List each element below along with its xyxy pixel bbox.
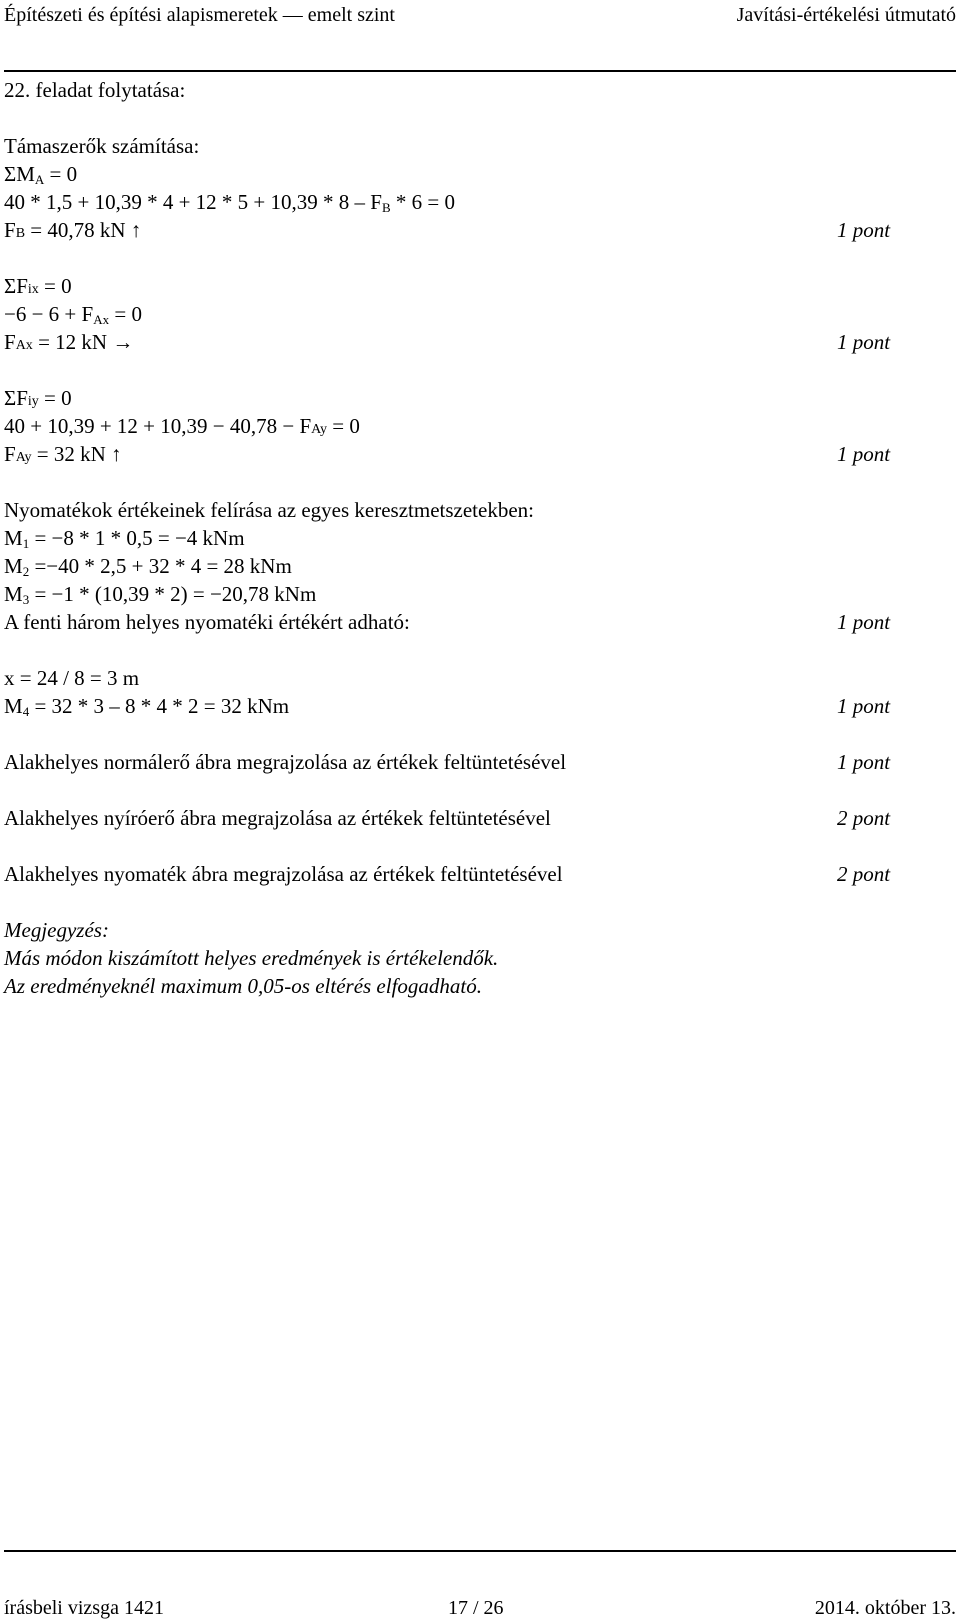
moment-diagram-text: Alakhelyes nyomaték ábra megrajzolása az értékek feltüntetésével (4, 862, 563, 886)
equation-fy-balance: 40 + 10,39 + 12 + 10,39 − 40,78 − FAy = 0 (4, 414, 360, 438)
footer-divider (4, 1550, 956, 1552)
shear-force-diagram-text: Alakhelyes nyíróerő ábra megrajzolása az értékek feltüntetésével (4, 806, 551, 830)
header-guide-title: Javítási-értékelési útmutató (736, 4, 956, 26)
points-three-moments: 1 pont (837, 610, 891, 634)
points-moment-diagram: 2 pont (837, 862, 891, 886)
equation-fay-result: FAy = 32 kN ↑ (4, 442, 122, 466)
equation-fax-result: FAx = 12 kN → (4, 330, 134, 354)
x-position-calc: x = 24 / 8 = 3 m (4, 666, 140, 690)
header-divider (4, 70, 956, 72)
moments-title: Nyomatékok értékeinek felírása az egyes keresztmetszetekben: (4, 498, 534, 522)
equation-moment-balance: $40 * 1,5 + 10,39 * 4 + 12 * 5 + 10,39 * 8 - F_B * 6 = 0$ (4, 190, 455, 215)
footer-date: 2014. október 13. (814, 1597, 956, 1619)
equation-fx-balance: $-6 - 6 + F_{Ax} = 0$ (4, 302, 142, 327)
points-m4: 1 pont (837, 694, 891, 718)
moment-m1: $M_1 = -8 * 1 * 0,5 = -4$ kNm (4, 526, 245, 551)
note-line-1: Más módon kiszámított helyes eredmények is értékelendők. (4, 946, 499, 970)
task-title: 22. feladat folytatása: (4, 78, 186, 102)
normal-force-diagram-text: Alakhelyes normálerő ábra megrajzolása az értékek feltüntetésével (4, 750, 567, 774)
points-fax: 1 pont (837, 330, 891, 354)
points-fb: 1 pont (837, 218, 891, 242)
moment-m2: $M_2 =-40 * 2,5 + 32 * 4 = 28$ kNm (4, 554, 292, 579)
equation-sum-fy: ΣFiy = 0 (4, 386, 72, 410)
footer-page-number: 17 / 26 (448, 1597, 504, 1619)
moment-m4: $M_4 = 32 * 3 - 8 * 4 * 2 = 32$ kNm (4, 694, 290, 719)
header-exam-title: Építészeti és építési alapismeretek — emelt szint (4, 4, 395, 26)
equation-sum-fx: ΣFix = 0 (4, 274, 72, 298)
footer-exam-id: írásbeli vizsga 1421 (4, 1597, 164, 1619)
moment-m3: $M_3 = -1 * (10,39 * 2) = -20,78$ kNm (4, 582, 317, 607)
note-title: Megjegyzés: (4, 918, 109, 942)
points-shear-diagram: 2 pont (837, 806, 891, 830)
equation-sum-moment-a: $\Sigma M_A = 0$ (4, 162, 78, 187)
three-moments-score-text: A fenti három helyes nyomatéki értékért adható: (4, 610, 410, 634)
note-line-2: Az eredményeknél maximum 0,05-os eltérés elfogadható. (4, 974, 483, 998)
points-normal-diagram: 1 pont (837, 750, 891, 774)
equation-fb-result: FB = 40,78 kN ↑ (4, 218, 142, 242)
points-fay: 1 pont (837, 442, 891, 466)
support-forces-title: Támaszerők számítása: (4, 134, 200, 158)
